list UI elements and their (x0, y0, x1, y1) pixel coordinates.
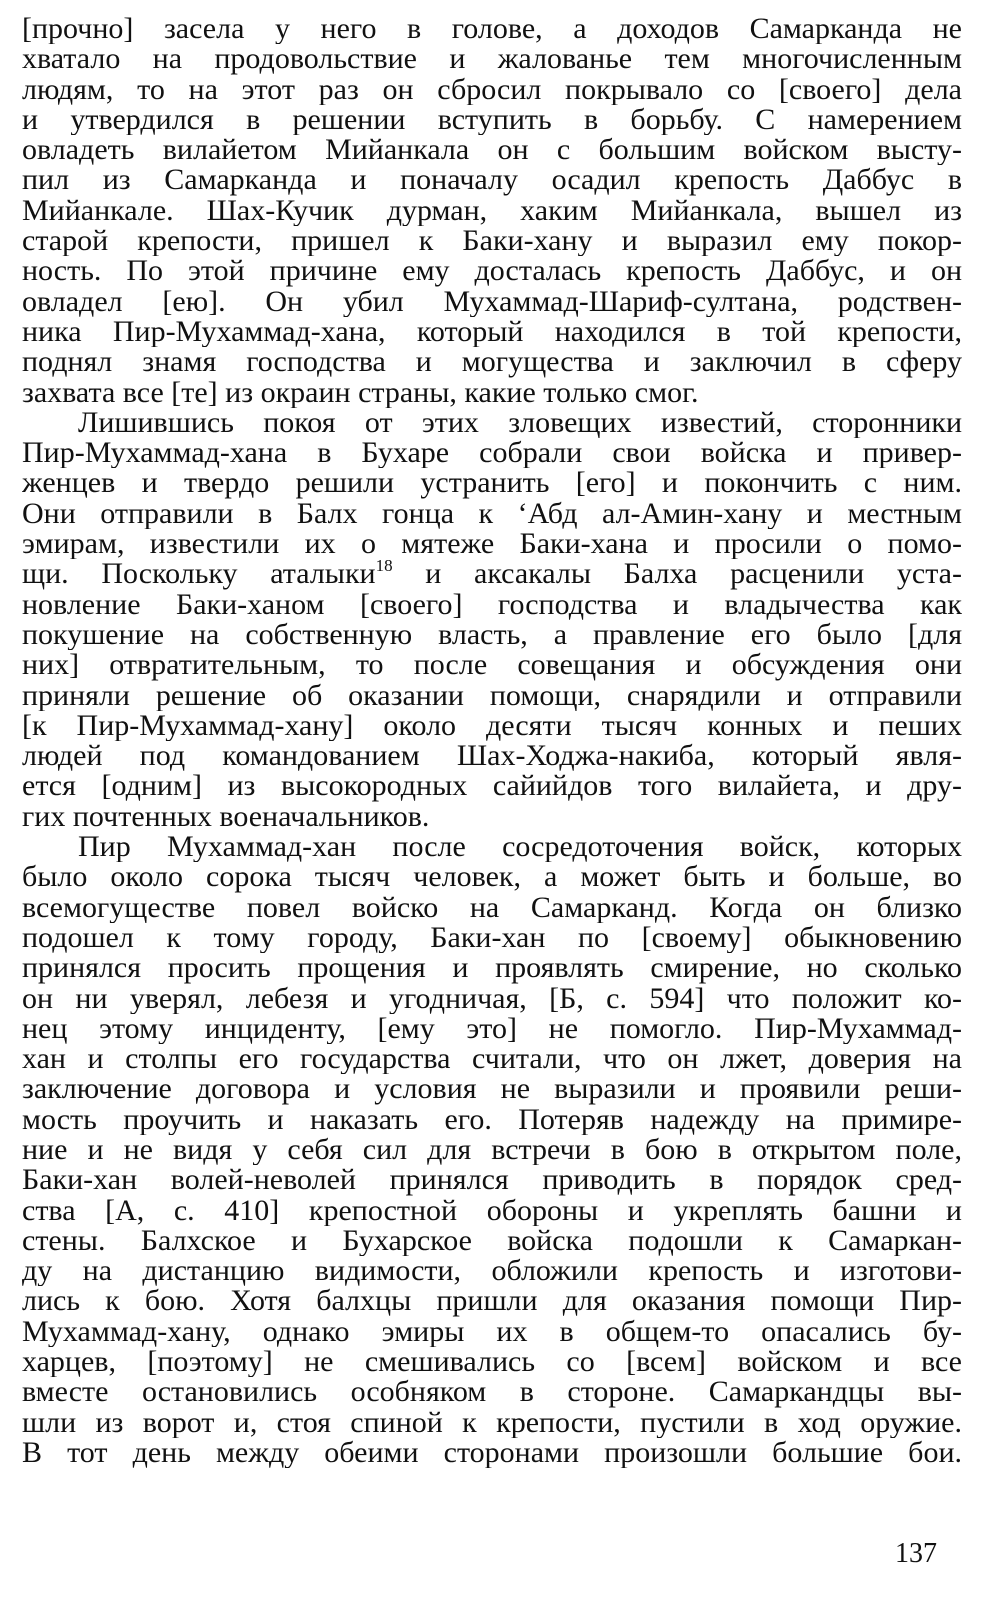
text-line: Мухаммад-хану, однако эмиры их в общем-то опасались бу- (22, 1316, 962, 1348)
text-line: Мийанкале. Шах-Кучик дурман, хаким Мийанкала, вышел из (22, 195, 962, 227)
text-line: было около сорока тысяч человек, а может быть и больше, во (22, 862, 962, 893)
text-line: подошел к тому городу, Баки-хан по [своему] обыкновению (22, 922, 962, 954)
text-line: заключение договора и условия не выразили и проявили реши- (22, 1074, 962, 1105)
text-line: В тот день между обеими сторонами произошли большие бои. (22, 1437, 962, 1469)
text-line: ется [одним] из высокородных сайийдов того вилайета, и дру- (22, 771, 962, 802)
text-line: и утвердился в решении вступить в борьбу. С намерением (22, 104, 962, 136)
text-line: женцев и твердо решили устранить [его] и покончить с ним. (22, 468, 962, 499)
text-line: харцев, [поэтому] не смешивались со [всем] войском и все (22, 1347, 962, 1378)
paragraph-2 (22, 408, 962, 832)
text-fragment: и аксакалы Балха расценили уста- (392, 559, 962, 590)
text-line: стены. Балхское и Бухарское войска подошли к Самаркан- (22, 1225, 962, 1257)
text-line: людей под командованием Шах-Ходжа-накиба, который явля- (22, 741, 962, 772)
text-line: хватало на продовольствие и жалованье тем многочисленным (22, 44, 962, 75)
text-fragment: щи. Поскольку аталыки (22, 559, 376, 590)
text-line: ность. По этой причине ему досталась крепость Даббус, и он (22, 256, 962, 287)
text-line: Лишившись покоя от этих зловещих известий, сторонники (78, 407, 962, 439)
text-line: он ни уверял, лебезя и угодничая, [Б, с. 594] что положит ко- (22, 983, 962, 1014)
book-page (22, 14, 962, 1584)
text-line: вместе остановились особняком в стороне. Самаркандцы вы- (22, 1377, 962, 1408)
page-number: 137 (895, 1538, 937, 1569)
text-line: ние и не видя у себя сил для встречи в бою в открытом поле, (22, 1134, 962, 1166)
text-line: гих почтенных военачальников. (22, 801, 430, 833)
text-line: Баки-хан волей-неволей принялся приводить в порядок сред- (22, 1165, 962, 1196)
text-line: [к Пир-Мухаммад-хану] около десяти тысяч конных и пеших (22, 710, 962, 742)
text-line: поднял знамя господства и могущества и заключил в сферу (22, 347, 962, 378)
text-line: ства [А, с. 410] крепостной обороны и укреплять башни и (22, 1195, 962, 1226)
text-line: старой крепости, пришел к Баки-хану и выразил ему покор- (22, 226, 962, 257)
text-line: нец этому инциденту, [ему это] не помогло. Пир-Мухаммад- (22, 1013, 962, 1045)
paragraph-3 (22, 832, 962, 1468)
text-line: ду на дистанцию видимости, обложили крепость и изготови- (22, 1256, 962, 1287)
text-line: [прочно] засела у него в голове, а доходов Самарканда не (22, 14, 962, 45)
footnote-reference[interactable]: 18 (375, 559, 393, 576)
text-line: принялся просить прощения и проявлять смирение, но сколько (22, 953, 962, 984)
text-line: Пир-Мухаммад-хана в Бухаре собрали свои войска и привер- (22, 438, 962, 469)
text-line: покушение на собственную власть, а правление его было [для (22, 619, 962, 651)
body-text (22, 14, 962, 1468)
text-line: новление Баки-ханом [своего] господства и владычества как (22, 589, 962, 620)
paragraph-1 (22, 14, 962, 408)
text-line: Они отправили в Балх гонца к ‘Абд ал-Амин-хану и местным (22, 498, 962, 530)
text-line: овладел [ею]. Он убил Мухаммад-Шариф-султана, родствен- (22, 286, 962, 317)
text-line: лись к бою. Хотя балхцы пришли для оказания помощи Пир- (22, 1286, 962, 1317)
text-line: овладеть вилайетом Мийанкала он с большим войском высту- (22, 135, 962, 166)
text-line: всемогуществе повел войско на Самарканд. Когда он близко (22, 892, 962, 923)
text-line: приняли решение об оказании помощи, снарядили и отправили (22, 680, 962, 711)
text-line: пил из Самарканда и поначалу осадил крепость Даббус в (22, 165, 962, 196)
text-line: захвата все [те] из окраин страны, какие только смог. (22, 377, 699, 408)
text-line: Пир Мухаммад-хан после сосредоточения войск, которых (78, 832, 962, 863)
text-line-with-note (22, 559, 962, 589)
text-line: хан и столпы его государства считали, что он лжет, доверия на (22, 1044, 962, 1075)
text-line: людям, то на этот раз он сбросил покрывало со [своего] дела (22, 74, 962, 105)
text-line: ника Пир-Мухаммад-хана, который находился в той крепости, (22, 316, 962, 348)
text-line: мость проучить и наказать его. Потеряв надежду на примире- (22, 1104, 962, 1135)
text-line: них] отвратительным, то после совещания и обсуждения они (22, 650, 962, 681)
text-line: эмирам, известили их о мятеже Баки-хана и просили о помо- (22, 529, 962, 560)
text-line: шли из ворот и, стоя спиной к крепости, пустили в ход оружие. (22, 1407, 962, 1438)
